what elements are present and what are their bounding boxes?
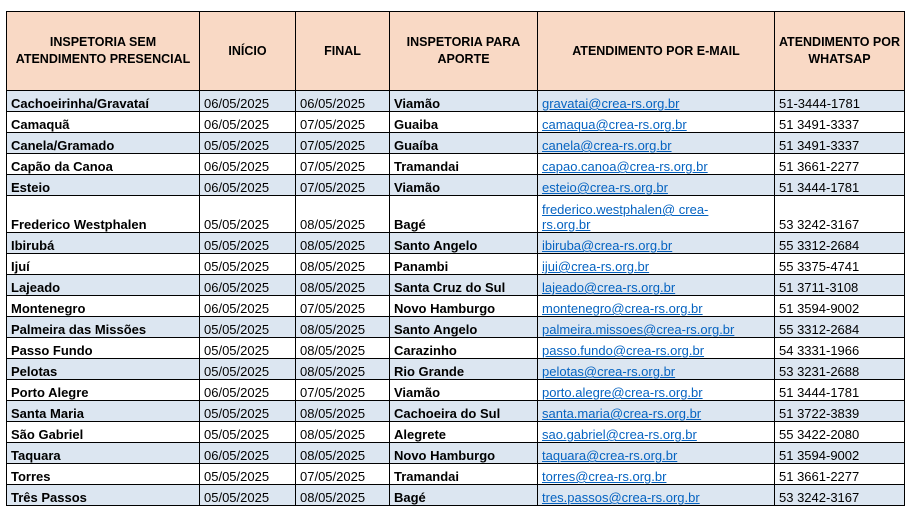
inicio-cell: 05/05/2025 [200, 196, 296, 233]
whatsapp-cell: 51 3594-9002 [775, 296, 905, 317]
email-link[interactable]: pelotas@crea-rs.org.br [538, 359, 775, 380]
inicio-cell: 05/05/2025 [200, 338, 296, 359]
email-link[interactable]: palmeira.missoes@crea-rs.org.br [538, 317, 775, 338]
whatsapp-cell: 53 3242-3167 [775, 485, 905, 506]
table-row [7, 254, 905, 275]
final-cell: 08/05/2025 [296, 338, 390, 359]
final-cell: 08/05/2025 [296, 443, 390, 464]
inicio-cell: 05/05/2025 [200, 401, 296, 422]
aporte-cell: Novo Hamburgo [390, 296, 538, 317]
table-row [7, 485, 905, 506]
email-link[interactable] [538, 196, 775, 233]
header-row [7, 12, 905, 91]
final-cell: 07/05/2025 [296, 380, 390, 401]
aporte-cell: Santo Angelo [390, 317, 538, 338]
whatsapp-cell: 55 3312-2684 [775, 317, 905, 338]
final-cell: 08/05/2025 [296, 317, 390, 338]
email-link[interactable]: torres@crea-rs.org.br [538, 464, 775, 485]
inspetoria-cell: Lajeado [7, 275, 200, 296]
inicio-cell: 05/05/2025 [200, 233, 296, 254]
table-row [7, 422, 905, 443]
aporte-cell: Carazinho [390, 338, 538, 359]
inspetoria-cell: Passo Fundo [7, 338, 200, 359]
email-link[interactable]: gravatai@crea-rs.org.br [538, 91, 775, 112]
final-cell: 07/05/2025 [296, 133, 390, 154]
final-cell: 07/05/2025 [296, 464, 390, 485]
table-row [7, 275, 905, 296]
email-link[interactable]: ijui@crea-rs.org.br [538, 254, 775, 275]
whatsapp-cell: 54 3331-1966 [775, 338, 905, 359]
inspetoria-cell: Frederico Westphalen [7, 196, 200, 233]
whatsapp-cell: 51-3444-1781 [775, 91, 905, 112]
inspetoria-cell: Camaquã [7, 112, 200, 133]
aporte-cell: Viamão [390, 91, 538, 112]
final-cell: 07/05/2025 [296, 112, 390, 133]
whatsapp-cell: 51 3444-1781 [775, 380, 905, 401]
email-link[interactable]: santa.maria@crea-rs.org.br [538, 401, 775, 422]
whatsapp-cell: 55 3375-4741 [775, 254, 905, 275]
email-link[interactable]: sao.gabriel@crea-rs.org.br [538, 422, 775, 443]
email-link[interactable]: tres.passos@crea-rs.org.br [538, 485, 775, 506]
final-cell: 08/05/2025 [296, 196, 390, 233]
whatsapp-cell: 51 3594-9002 [775, 443, 905, 464]
header-final: FINAL [296, 12, 390, 91]
email-link[interactable]: ibiruba@crea-rs.org.br [538, 233, 775, 254]
inspetoria-cell: Esteio [7, 175, 200, 196]
inspetorias-table [6, 11, 905, 506]
table-row [7, 359, 905, 380]
aporte-cell: Guaiba [390, 112, 538, 133]
inicio-cell: 05/05/2025 [200, 464, 296, 485]
header-email: ATENDIMENTO POR E-MAIL [538, 12, 775, 91]
aporte-cell: Viamão [390, 380, 538, 401]
table-row [7, 133, 905, 154]
inspetoria-cell: Pelotas [7, 359, 200, 380]
aporte-cell: Guaíba [390, 133, 538, 154]
inspetoria-cell: Porto Alegre [7, 380, 200, 401]
inicio-cell: 05/05/2025 [200, 359, 296, 380]
inspetoria-cell: Montenegro [7, 296, 200, 317]
final-cell: 08/05/2025 [296, 401, 390, 422]
header-aporte: INSPETORIA PARA APORTE [390, 12, 538, 91]
inspetoria-cell: Santa Maria [7, 401, 200, 422]
table-row [7, 296, 905, 317]
email-link[interactable]: canela@crea-rs.org.br [538, 133, 775, 154]
inicio-cell: 06/05/2025 [200, 112, 296, 133]
inicio-cell: 06/05/2025 [200, 443, 296, 464]
table-row [7, 175, 905, 196]
aporte-cell: Panambi [390, 254, 538, 275]
whatsapp-cell: 55 3312-2684 [775, 233, 905, 254]
inspetoria-cell: Canela/Gramado [7, 133, 200, 154]
inicio-cell: 05/05/2025 [200, 485, 296, 506]
inspetoria-cell: Capão da Canoa [7, 154, 200, 175]
inicio-cell: 06/05/2025 [200, 380, 296, 401]
whatsapp-cell: 51 3491-3337 [775, 133, 905, 154]
table-body [7, 91, 905, 506]
aporte-cell: Tramandai [390, 464, 538, 485]
aporte-cell: Novo Hamburgo [390, 443, 538, 464]
inspetoria-cell: Ibirubá [7, 233, 200, 254]
inicio-cell: 05/05/2025 [200, 422, 296, 443]
header-inspetoria: INSPETORIA SEM ATENDIMENTO PRESENCIAL [7, 12, 200, 91]
email-link[interactable]: lajeado@crea-rs.org.br [538, 275, 775, 296]
inicio-cell: 06/05/2025 [200, 154, 296, 175]
table-row [7, 112, 905, 133]
inspetoria-cell: Torres [7, 464, 200, 485]
inicio-cell: 06/05/2025 [200, 296, 296, 317]
inicio-cell: 06/05/2025 [200, 275, 296, 296]
aporte-cell: Rio Grande [390, 359, 538, 380]
email-link[interactable]: taquara@crea-rs.org.br [538, 443, 775, 464]
header-whatsapp: ATENDIMENTO POR WHATSAP [775, 12, 905, 91]
inspetoria-cell: Três Passos [7, 485, 200, 506]
final-cell: 07/05/2025 [296, 175, 390, 196]
aporte-cell: Tramandai [390, 154, 538, 175]
final-cell: 08/05/2025 [296, 275, 390, 296]
table-row [7, 196, 905, 233]
final-cell: 07/05/2025 [296, 296, 390, 317]
table-row [7, 154, 905, 175]
final-cell: 08/05/2025 [296, 422, 390, 443]
header-inicio: INÍCIO [200, 12, 296, 91]
email-link-line[interactable]: frederico.westphalen@ crea- [542, 202, 709, 217]
final-cell: 08/05/2025 [296, 233, 390, 254]
email-link[interactable]: capao.canoa@crea-rs.org.br [538, 154, 775, 175]
table-row [7, 317, 905, 338]
email-link[interactable]: passo.fundo@crea-rs.org.br [538, 338, 775, 359]
inicio-cell: 06/05/2025 [200, 175, 296, 196]
inspetoria-cell: Taquara [7, 443, 200, 464]
whatsapp-cell: 51 3491-3337 [775, 112, 905, 133]
final-cell: 07/05/2025 [296, 154, 390, 175]
email-link[interactable]: camaqua@crea-rs.org.br [538, 112, 775, 133]
aporte-cell: Santo Angelo [390, 233, 538, 254]
email-link[interactable]: montenegro@crea-rs.org.br [538, 296, 775, 317]
final-cell: 08/05/2025 [296, 254, 390, 275]
email-link[interactable]: porto.alegre@crea-rs.org.br [538, 380, 775, 401]
final-cell: 08/05/2025 [296, 359, 390, 380]
whatsapp-cell: 53 3242-3167 [775, 196, 905, 233]
inicio-cell: 05/05/2025 [200, 254, 296, 275]
inicio-cell: 05/05/2025 [200, 317, 296, 338]
inspetoria-cell: Cachoeirinha/Gravataí [7, 91, 200, 112]
aporte-cell: Viamão [390, 175, 538, 196]
whatsapp-cell: 53 3231-2688 [775, 359, 905, 380]
inspetoria-cell: Ijuí [7, 254, 200, 275]
whatsapp-cell: 51 3661-2277 [775, 464, 905, 485]
whatsapp-cell: 51 3444-1781 [775, 175, 905, 196]
aporte-cell: Cachoeira do Sul [390, 401, 538, 422]
table-row [7, 380, 905, 401]
aporte-cell: Bagé [390, 485, 538, 506]
table-row [7, 91, 905, 112]
email-link[interactable]: esteio@crea-rs.org.br [538, 175, 775, 196]
aporte-cell: Alegrete [390, 422, 538, 443]
inspetoria-cell: São Gabriel [7, 422, 200, 443]
inicio-cell: 06/05/2025 [200, 91, 296, 112]
table-row [7, 233, 905, 254]
final-cell: 08/05/2025 [296, 485, 390, 506]
table-row [7, 401, 905, 422]
aporte-cell: Santa Cruz do Sul [390, 275, 538, 296]
final-cell: 06/05/2025 [296, 91, 390, 112]
email-link-line[interactable]: rs.org.br [542, 217, 591, 232]
whatsapp-cell: 51 3722-3839 [775, 401, 905, 422]
table-row [7, 443, 905, 464]
whatsapp-cell: 51 3661-2277 [775, 154, 905, 175]
aporte-cell: Bagé [390, 196, 538, 233]
whatsapp-cell: 51 3711-3108 [775, 275, 905, 296]
table-row [7, 338, 905, 359]
whatsapp-cell: 55 3422-2080 [775, 422, 905, 443]
inicio-cell: 05/05/2025 [200, 133, 296, 154]
table-row [7, 464, 905, 485]
inspetoria-cell: Palmeira das Missões [7, 317, 200, 338]
